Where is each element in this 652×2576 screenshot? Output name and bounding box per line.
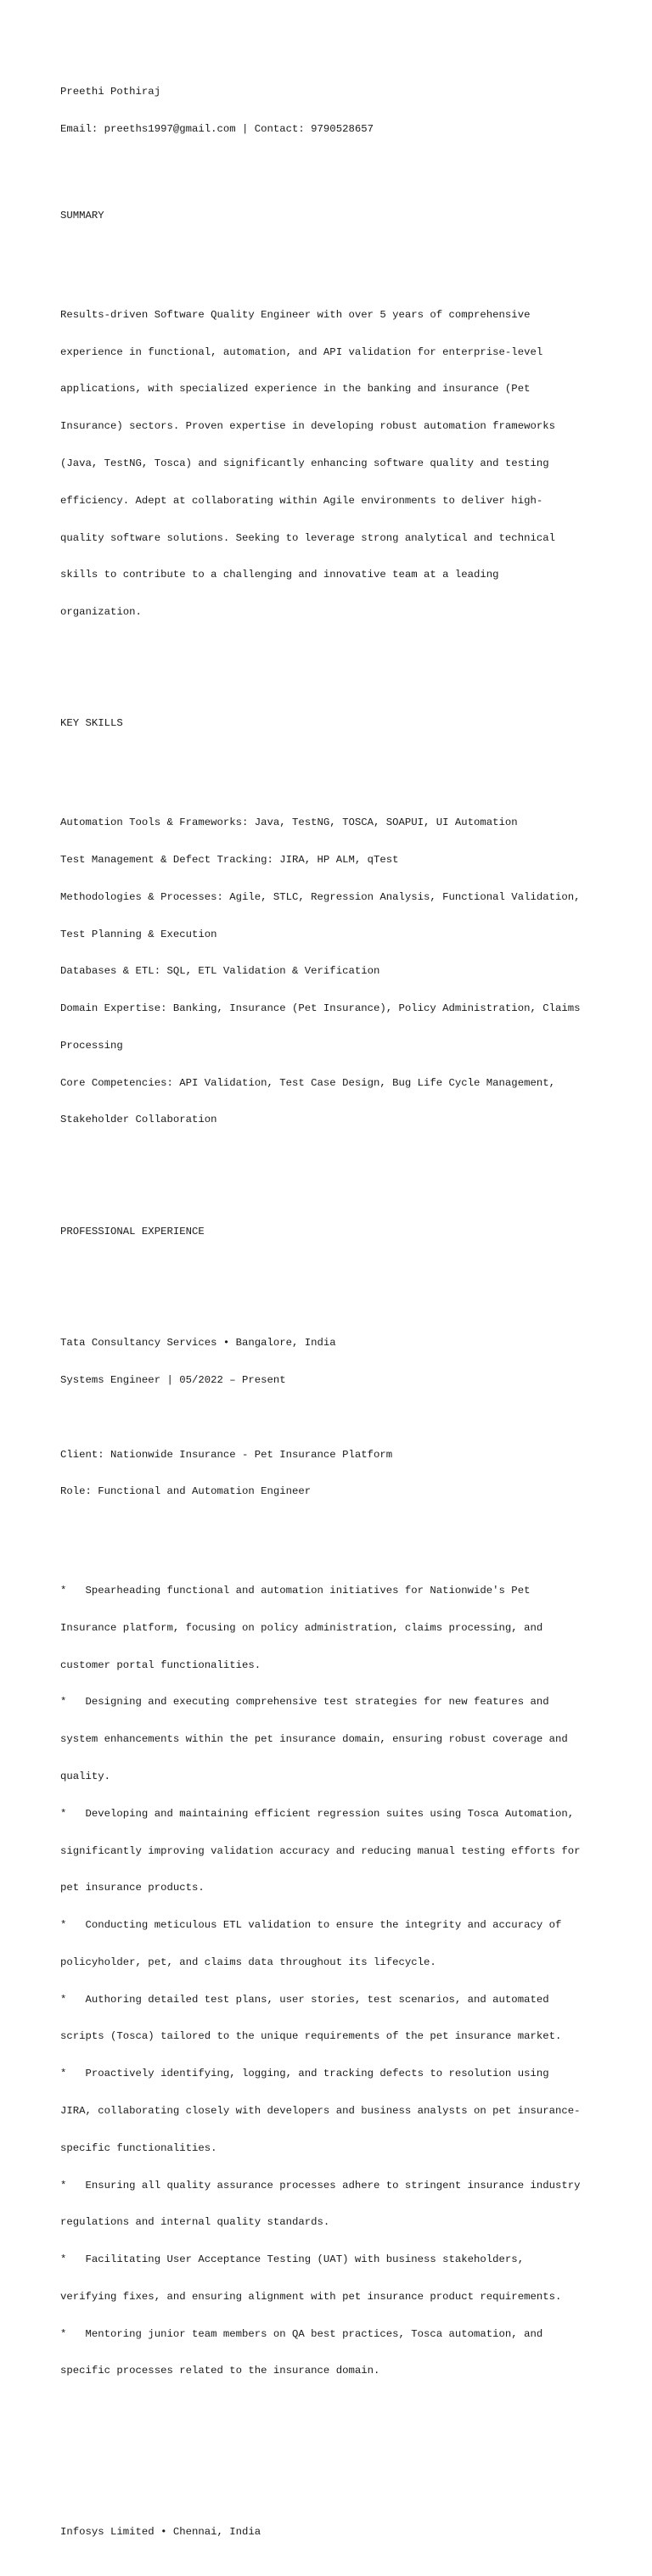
- bullet-line: policyholder, pet, and claims data throughout its lifecycle.: [60, 1956, 436, 1968]
- spacer: [60, 1411, 604, 1424]
- summary-line: quality software solutions. Seeking to leverage strong analytical and technical: [60, 531, 555, 544]
- job-company: Infosys Limited • Chennai, India: [60, 2526, 261, 2539]
- job-title: Systems Engineer | 05/2022 – Present: [60, 1373, 286, 1386]
- bullet-line: * Ensuring all quality assurance processes adhere to stringent insurance industry: [60, 2179, 581, 2192]
- bullet-line: * Proactively identifying, logging, and tracking defects to resolution using: [60, 2068, 549, 2080]
- bullet-line: significantly improving validation accuracy and reducing manual testing efforts for: [60, 1844, 581, 1857]
- summary-line: efficiency. Adept at collaborating within Agile environments to deliver high-: [60, 494, 543, 507]
- spacer: [60, 160, 604, 173]
- skills-line: Domain Expertise: Banking, Insurance (Pet Insurance), Policy Administration, Claims: [60, 1002, 581, 1015]
- bullet-line: verifying fixes, and ensuring alignment with pet insurance product requirements.: [60, 2290, 562, 2303]
- skills-line: Stakeholder Collaboration: [60, 1114, 217, 1126]
- experience-heading: PROFESSIONAL EXPERIENCE: [60, 1225, 205, 1237]
- job-company: Tata Consultancy Services • Bangalore, India: [60, 1337, 336, 1350]
- bullet-line: * Facilitating User Acceptance Testing (UAT) with business stakeholders,: [60, 2253, 525, 2266]
- bullet-line: quality.: [60, 1770, 111, 1782]
- job-client: Client: Nationwide Insurance - Pet Insurance Platform: [60, 1448, 393, 1461]
- skills-body: [60, 792, 604, 1151]
- contact-line: Email: preeths1997@gmail.com | Contact: 9790528657: [60, 122, 374, 135]
- spacer: [60, 2452, 604, 2465]
- bullet-line: customer portal functionalities.: [60, 1658, 261, 1671]
- summary-line: (Java, TestNG, Tosca) and significantly enhancing software quality and testing: [60, 457, 549, 469]
- bullet-line: * Authoring detailed test plans, user stories, test scenarios, and automated: [60, 1993, 549, 2006]
- skills-line: Methodologies & Processes: Agile, STLC, Regression Analysis, Functional Validation,: [60, 890, 581, 903]
- skills-heading: KEY SKILLS: [60, 717, 123, 730]
- skills-line: Test Management & Defect Tracking: JIRA, HP ALM, qTest: [60, 854, 399, 866]
- spacer: [60, 1523, 604, 1535]
- job-role: Role: Functional and Automation Engineer: [60, 1485, 312, 1498]
- spacer: [60, 1176, 604, 1188]
- summary-line: skills to contribute to a challenging and innovative team at a leading: [60, 569, 499, 581]
- bullet-line: * Spearheading functional and automation initiatives for Nationwide's Pet: [60, 1585, 531, 1597]
- bullet-line: * Conducting meticulous ETL validation to ensure the integrity and accuracy of: [60, 1919, 562, 1932]
- summary-line: Results-driven Software Quality Engineer with over 5 years of comprehensive: [60, 308, 531, 321]
- summary-line: organization.: [60, 606, 142, 619]
- bullet-line: specific functionalities.: [60, 2141, 217, 2154]
- job-entry-infosys: [60, 2501, 604, 2563]
- bullet-line: JIRA, collaborating closely with developers and business analysts on pet insurance-: [60, 2104, 581, 2117]
- bullet-line: regulations and internal quality standards.: [60, 2216, 330, 2229]
- skills-line: Test Planning & Execution: [60, 928, 217, 940]
- summary-line: Insurance) sectors. Proven expertise in developing robust automation frameworks: [60, 420, 555, 433]
- bullet-line: scripts (Tosca) tailored to the unique requirements of the pet insurance market.: [60, 2030, 562, 2043]
- bullet-line: pet insurance products.: [60, 1882, 205, 1894]
- bullet-line: * Designing and executing comprehensive test strategies for new features and: [60, 1696, 549, 1709]
- spacer: [60, 1263, 604, 1276]
- summary-heading: SUMMARY: [60, 210, 104, 222]
- summary-line: experience in functional, automation, and API validation for enterprise-level: [60, 345, 543, 358]
- spacer: [60, 668, 604, 681]
- summary-line: applications, with specialized experience in the banking and insurance (Pet: [60, 383, 531, 396]
- resume-document: [60, 61, 604, 2576]
- bullet-line: specific processes related to the insurance domain.: [60, 2365, 380, 2377]
- bullet-line: * Mentoring junior team members on QA best practices, Tosca automation, and: [60, 2327, 543, 2340]
- candidate-name: Preethi Pothiraj: [60, 86, 161, 98]
- bullet-line: Insurance platform, focusing on policy administration, claims processing, and: [60, 1621, 543, 1634]
- bullet-line: * Developing and maintaining efficient regression suites using Tosca Automation,: [60, 1807, 575, 1820]
- bullet-line: system enhancements within the pet insurance domain, ensuring robust coverage and: [60, 1733, 568, 1746]
- skills-line: Processing: [60, 1039, 123, 1052]
- spacer: [60, 247, 604, 260]
- job-entry-tcs: [60, 1312, 604, 2427]
- spacer: [60, 755, 604, 767]
- skills-line: Core Competencies: API Validation, Test Case Design, Bug Life Cycle Management,: [60, 1076, 555, 1089]
- skills-line: Automation Tools & Frameworks: Java, TestNG, TOSCA, SOAPUI, UI Automation: [60, 817, 518, 829]
- job-bullets: [60, 1560, 604, 2402]
- skills-line: Databases & ETL: SQL, ETL Validation & Verification: [60, 965, 380, 978]
- summary-body: [60, 284, 604, 643]
